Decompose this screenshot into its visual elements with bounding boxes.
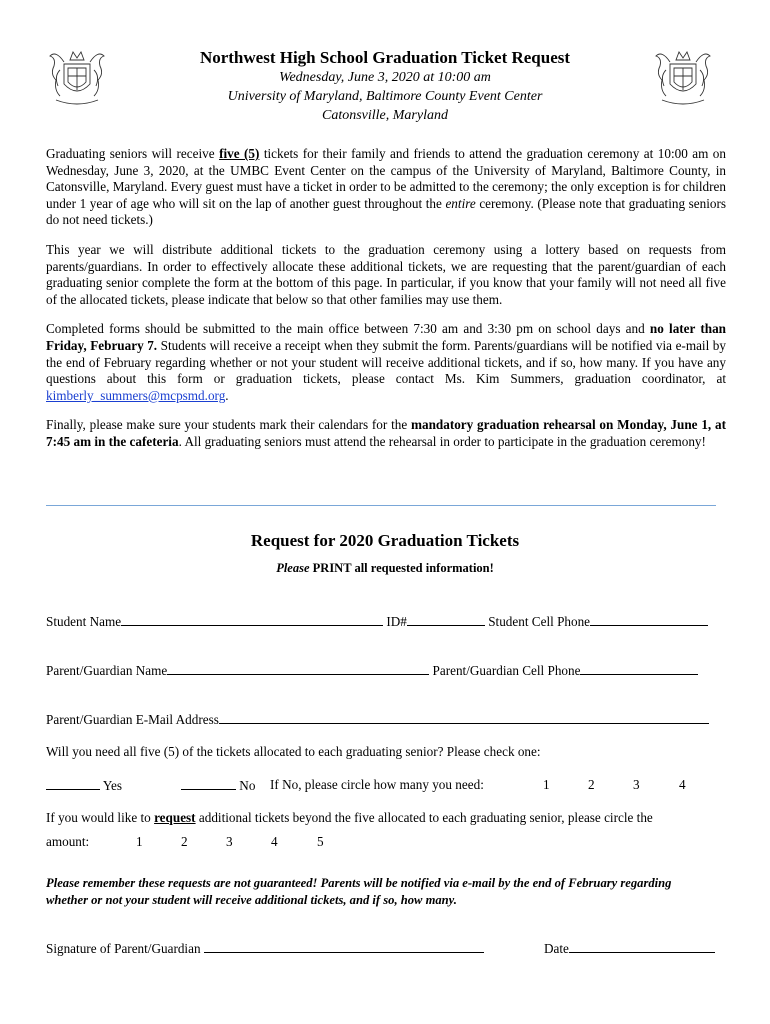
event-city: Catonsville, Maryland [322,108,448,123]
question-all-five: Will you need all five (5) of the tickets allocated to each graduating senior? Please check one: [46,744,541,759]
event-venue: University of Maryland, Baltimore County Event Center [227,89,543,104]
date-field[interactable] [569,940,715,953]
amount-option-4[interactable]: 4 [271,834,278,849]
student-cell-field[interactable] [590,613,708,626]
signature-row: Signature of Parent/Guardian [46,940,484,957]
yes-checkbox[interactable] [46,777,100,790]
date-row: Date [544,940,715,957]
document-title: Northwest High School Graduation Ticket Request [199,48,571,67]
paragraph-tickets: Graduating seniors will receive five (5) tickets for their family and friends to attend the graduation ceremony at 10:00 am on Wednesday, June 3, 2020, at the UMBC Event Center on the campus of the University of Maryland, Baltimore County, in Catonsville, Maryland. Every guest must have a ticket in order to be admitted to the ceremony; the only exception is for children under 1 year of age who will sit on the lap of another guest throughout the entire ceremony. (Please note that graduating seniors do not need tickets.) [46,146,727,228]
need-option-2[interactable]: 2 [588,777,595,792]
coordinator-email-link[interactable]: kimberly_summers@mcpsmd.org [46,387,226,403]
if-no-instruction: If No, please circle how many you need: [270,777,484,792]
school-crest-icon [46,46,108,110]
amount-option-5[interactable]: 5 [317,834,324,849]
paragraph-rehearsal: Finally, please make sure your students mark their calendars for the mandatory graduation rehearsal on Monday, June 1, at 7:45 am in the cafeteria. All graduating seniors must attend the rehearsal in order to participate in the graduation ceremony! [46,417,726,449]
form-instructions: Please PRINT all requested information! [276,561,494,575]
no-checkbox[interactable] [181,777,236,790]
signature-field[interactable] [204,940,484,953]
parent-info-row: Parent/Guardian Name Parent/Guardian Cell Phone [46,662,698,679]
section-divider [46,505,716,506]
student-name-field[interactable] [121,613,383,626]
question-additional: If you would like to request additional tickets beyond the five allocated to each graduating senior, please circle the [46,810,653,825]
student-id-field[interactable] [407,613,485,626]
student-info-row: Student Name ID# Student Cell Phone [46,613,708,630]
need-option-4[interactable]: 4 [679,777,686,792]
amount-option-2[interactable]: 2 [181,834,188,849]
document-header [120,48,650,125]
paragraph-lottery: This year we will distribute additional tickets to the graduation ceremony using a lottery based on requests from parents/guardians. In order to effectively allocate these additional tickets, we are requesting that the parent/guardian of each graduating senior complete the form at the bottom of this page. In particular, if you know that your family will not need all five of the allocated tickets, please indicate that below so that other families may use them. [46,241,726,307]
intro-text [46,146,726,464]
parent-email-field[interactable] [219,711,709,724]
parent-name-field[interactable] [167,662,429,675]
paragraph-submission: Completed forms should be submitted to the main office between 7:30 am and 3:30 pm on school days and no later than Friday, February 7. Students will receive a receipt when they submit the form. Parents/guardians will be notified via e-mail by the end of February regarding whether or not your student will receive additional tickets, and if so, how many. If you have any questions about this form or graduation tickets, please contact Ms. Kim Summers, graduation coordinator, at kimberly_summers@mcpsmd.org. [46,321,726,403]
amount-label: amount: [46,834,90,849]
need-option-3[interactable]: 3 [633,777,640,792]
no-option: No [181,777,255,794]
need-option-1[interactable]: 1 [543,777,550,792]
school-crest-icon [652,46,714,110]
parent-cell-field[interactable] [580,662,698,675]
amount-option-3[interactable]: 3 [226,834,233,849]
event-date: Wednesday, June 3, 2020 at 10:00 am [279,70,491,85]
disclaimer-note: Please remember these requests are not guaranteed! Parents will be notified via e-mail by the end of February regarding whether or not your student will receive additional tickets, and if so, how many. [46,876,672,907]
parent-email-row: Parent/Guardian E-Mail Address [46,711,709,728]
form-title: Request for 2020 Graduation Tickets [250,531,520,550]
amount-option-1[interactable]: 1 [136,834,143,849]
